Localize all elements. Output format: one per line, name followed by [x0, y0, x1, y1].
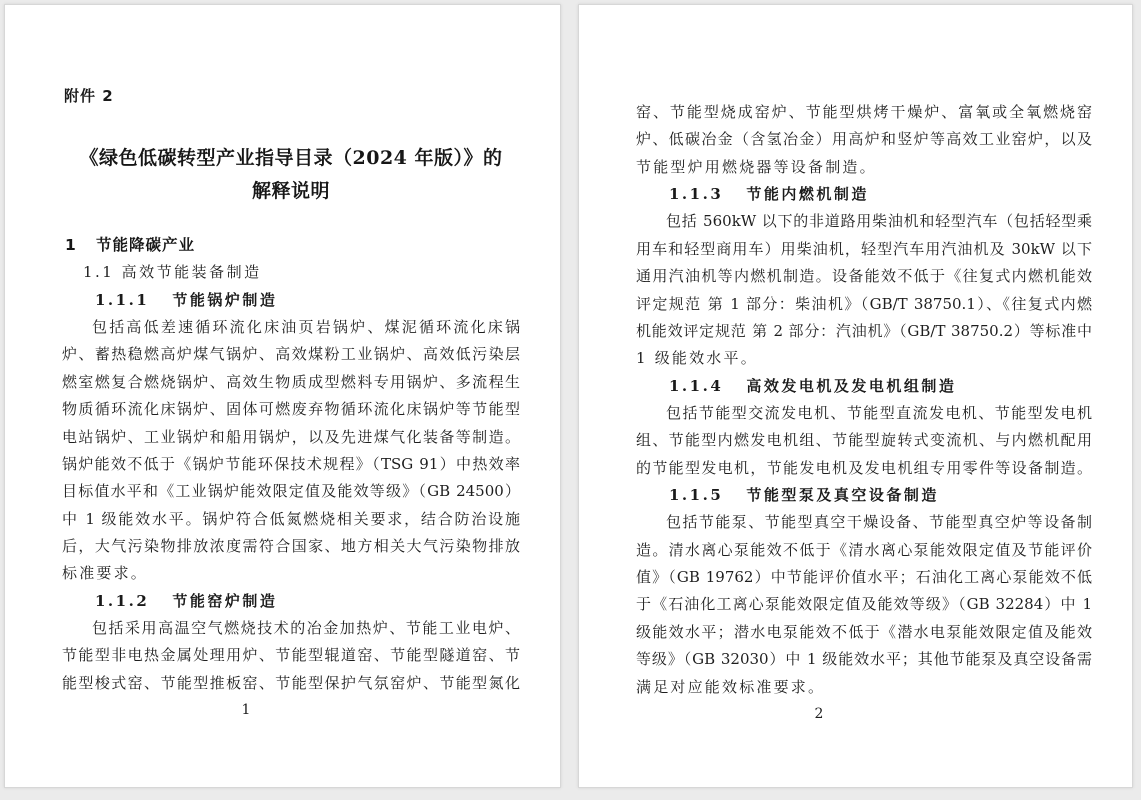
- body-line: 炉、蓄热稳燃高炉煤气锅炉、高效煤粉工业锅炉、高效低污染层: [62, 345, 520, 364]
- body-line: 炉、低碳冶金（含氢冶金）用高炉和竖炉等高效工业窑炉，以及: [636, 130, 1092, 149]
- page-2-content: [579, 5, 1132, 728]
- document-title: [62, 142, 520, 208]
- body-line: 物质循环流化床锅炉、固体可燃废弃物循环流化床锅炉等节能型: [62, 400, 520, 419]
- heading-level-3: 1.1.2 节能窑炉制造: [95, 591, 278, 610]
- heading-level-3: 1.1.4 高效发电机及发电机组制造: [669, 376, 957, 395]
- body-line: 等级》（GB 32030）中 1 级能效水平；其他节能泵及真空设备需: [636, 650, 1092, 669]
- document-page-2: [578, 4, 1133, 788]
- body-line: 组、节能型内燃发电机组、节能型旋转式变流机、与内燃机配用: [636, 431, 1092, 450]
- body-line: 值》（GB 19762）中节能评价值水平；石油化工离心泵能效不低: [636, 568, 1092, 587]
- document-title-line: 《绿色低碳转型产业指导目录（2024 年版）》的: [79, 147, 503, 169]
- page-number: 1: [241, 702, 251, 719]
- heading-level-1: 1 节能降碳产业: [65, 236, 195, 254]
- body-line: 包括节能泵、节能型真空干燥设备、节能型真空炉等设备制: [666, 513, 1092, 532]
- body-line: 能型梭式窑、节能型推板窑、节能型保护气氛窑炉、节能型氮化: [62, 673, 520, 692]
- body-line: 评定规范 第 1 部分：柴油机》（GB/T 38750.1）、《往复式内燃: [636, 294, 1092, 313]
- body-line: 1 级能效水平。: [636, 349, 758, 368]
- body-line: 节能型炉用燃烧器等设备制造。: [636, 157, 877, 176]
- body-line: 标准要求。: [62, 564, 149, 583]
- body-line: 级能效水平；潜水电泵能效不低于《潜水电泵能效限定值及能效: [636, 622, 1092, 641]
- body-line: 满足对应能效标准要求。: [636, 677, 826, 696]
- heading-level-2: 1.1 高效节能装备制造: [83, 263, 262, 282]
- body-line: 燃室燃复合燃烧锅炉、高效生物质成型燃料专用锅炉、多流程生: [62, 372, 520, 391]
- body-line: 的节能型发电机，节能发电机及发电机组专用零件等设备制造。: [636, 458, 1092, 477]
- body-line: 通用汽油机等内燃机制造。设备能效不低于《往复式内燃机能效: [636, 267, 1092, 286]
- body-line: 中 1 级能效水平。锅炉符合低氮燃烧相关要求，结合防治设施: [62, 509, 520, 528]
- annex-label: 附件 2: [64, 87, 114, 105]
- document-page-1: [4, 4, 561, 788]
- body-line: 包括采用高温空气燃烧技术的冶金加热炉、节能工业电炉、: [92, 619, 520, 638]
- page-1-content: [5, 86, 560, 724]
- body-line: 机能效评定规范 第 2 部分：汽油机》（GB/T 38750.2）等标准中: [636, 321, 1092, 340]
- heading-level-3: 1.1.5 节能型泵及真空设备制造: [669, 486, 939, 505]
- body-line: 后，大气污染物排放浓度需符合国家、地方相关大气污染物排放: [62, 536, 520, 555]
- body-line: 节能型非电热金属处理用炉、节能型辊道窑、节能型隧道窑、节: [62, 646, 520, 665]
- heading-level-3: 1.1.1 节能锅炉制造: [95, 290, 278, 309]
- body-line: 包括高低差速循环流化床油页岩锅炉、煤泥循环流化床锅: [92, 318, 520, 337]
- body-line: 锅炉能效不低于《锅炉节能环保技术规程》（TSG 91）中热效率: [62, 454, 520, 473]
- body-line: 目标值水平和《工业锅炉能效限定值及能效等级》（GB 24500）: [62, 482, 520, 501]
- body-line: 造。清水离心泵能效不低于《清水离心泵能效限定值及节能评价: [636, 540, 1092, 559]
- body-line: 包括 560kW 以下的非道路用柴油机和轻型汽车（包括轻型乘: [666, 212, 1092, 231]
- document-title-line: 解释说明: [251, 180, 330, 202]
- body-line: 用车和轻型商用车）用柴油机，轻型汽车用汽油机及 30kW 以下: [636, 239, 1092, 258]
- body-line: 于《石油化工离心泵能效限定值及能效等级》（GB 32284）中 1: [636, 595, 1092, 614]
- page-number: 2: [814, 705, 824, 722]
- body-line: 窑、节能型烧成窑炉、节能型烘烤干燥炉、富氧或全氧燃烧窑: [636, 103, 1092, 121]
- heading-level-3: 1.1.3 节能内燃机制造: [669, 185, 869, 204]
- body-line: 包括节能型交流发电机、节能型直流发电机、节能型发电机: [666, 403, 1092, 422]
- body-line: 电站锅炉、工业锅炉和船用锅炉，以及先进煤气化装备等制造。: [62, 427, 520, 446]
